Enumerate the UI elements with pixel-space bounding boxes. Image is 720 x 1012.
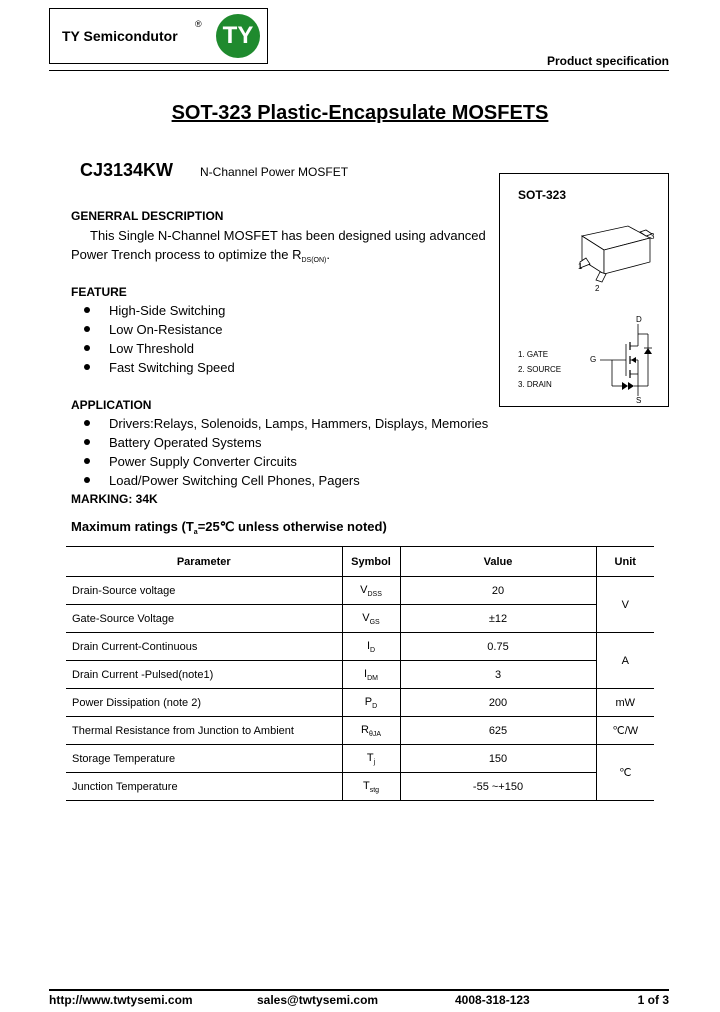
- value-cell: ±12: [400, 605, 596, 633]
- feature-heading: FEATURE: [71, 285, 127, 299]
- symbol-cell: $I_D$: [342, 633, 400, 661]
- pin2-label: 2: [595, 284, 600, 293]
- company-name: TY Semicondutor: [62, 28, 178, 44]
- unit-cell: ℃/W: [596, 717, 654, 745]
- column-header: Value: [400, 547, 596, 577]
- bullet-icon: [84, 458, 90, 464]
- feature-item: Low Threshold: [109, 341, 195, 356]
- package-diagram-box: [499, 173, 669, 407]
- page-number: 1 of 3: [637, 993, 669, 1007]
- table-row: [66, 633, 654, 661]
- unit-cell: mW: [596, 689, 654, 717]
- source-terminal-label: S: [636, 396, 642, 405]
- drain-terminal-label: D: [636, 315, 642, 324]
- general-description-heading: GENERRAL DESCRIPTION: [71, 209, 224, 223]
- parameter-cell: Power Dissipation (note 2): [66, 689, 342, 717]
- footer-website-link[interactable]: http://www.twtysemi.com: [49, 993, 193, 1007]
- table-header-row: [66, 547, 654, 577]
- parameter-cell: Drain Current-Continuous: [66, 633, 342, 661]
- symbol-cell: $T_j$: [342, 745, 400, 773]
- document-title: SOT-323 Plastic-Encapsulate MOSFETS: [171, 102, 549, 124]
- value-cell: 150: [400, 745, 596, 773]
- company-logo: [49, 8, 268, 64]
- parameter-cell: Gate-Source Voltage: [66, 605, 342, 633]
- parameter-cell: Storage Temperature: [66, 745, 342, 773]
- table-row: [66, 773, 654, 801]
- value-cell: 625: [400, 717, 596, 745]
- product-specification-label: Product specification: [546, 54, 669, 68]
- bullet-icon: [84, 439, 90, 445]
- bullet-icon: [84, 326, 90, 332]
- application-heading: APPLICATION: [71, 398, 152, 412]
- table-row: [66, 689, 654, 717]
- application-item: Power Supply Converter Circuits: [109, 454, 297, 469]
- value-cell: -55 ~+150: [400, 773, 596, 801]
- symbol-cell: $R_{\theta JA}$: [342, 717, 400, 745]
- symbol-cell: $T_{stg}$: [342, 773, 400, 801]
- column-header: Parameter: [66, 547, 342, 577]
- application-item: Load/Power Switching Cell Phones, Pagers: [109, 473, 360, 488]
- table-row: [66, 605, 654, 633]
- pin-legend-drain: 3. DRAIN: [518, 380, 552, 389]
- application-item: Battery Operated Systems: [109, 435, 262, 450]
- table-row: [66, 745, 654, 773]
- header-rule: [49, 70, 669, 71]
- package-title: SOT-323: [518, 188, 567, 202]
- value-cell: 20: [400, 577, 596, 605]
- bullet-icon: [84, 307, 90, 313]
- table-row: [66, 717, 654, 745]
- part-number: CJ3134KW: [80, 160, 174, 180]
- parameter-cell: Drain-Source voltage: [66, 577, 342, 605]
- value-cell: 3: [400, 661, 596, 689]
- symbol-cell: $P_D$: [342, 689, 400, 717]
- general-description-line2: Power Trench process to optimize the $R_{DS(ON)}$.: [71, 247, 331, 264]
- maximum-ratings-table: [66, 546, 654, 801]
- gate-terminal-label: G: [590, 355, 597, 364]
- bullet-icon: [84, 477, 90, 483]
- column-header: Symbol: [342, 547, 400, 577]
- parameter-cell: Drain Current -Pulsed(note1): [66, 661, 342, 689]
- registered-mark: ®: [195, 19, 202, 29]
- bullet-icon: [84, 364, 90, 370]
- part-description: N-Channel Power MOSFET: [200, 165, 349, 179]
- value-cell: 200: [400, 689, 596, 717]
- parameter-cell: Thermal Resistance from Junction to Ambient: [66, 717, 342, 745]
- pin3-label: 3: [650, 232, 655, 241]
- marking: MARKING: 34K: [71, 492, 158, 506]
- pin-legend-source: 2. SOURCE: [518, 365, 562, 374]
- feature-item: Fast Switching Speed: [109, 360, 235, 375]
- feature-item: High-Side Switching: [109, 303, 226, 318]
- column-header: Unit: [596, 547, 654, 577]
- bullet-icon: [84, 345, 90, 351]
- symbol-cell: $I_{DM}$: [342, 661, 400, 689]
- general-description-line1: This Single N-Channel MOSFET has been designed using advanced: [90, 228, 486, 243]
- feature-item: Low On-Resistance: [109, 322, 223, 337]
- pin-legend-gate: 1. GATE: [518, 350, 549, 359]
- symbol-cell: $V_{DSS}$: [342, 577, 400, 605]
- table-row: [66, 661, 654, 689]
- table-row: [66, 577, 654, 605]
- maximum-ratings-heading: Maximum ratings ($T_a=25℃$ unless otherwise noted): [71, 519, 387, 536]
- value-cell: 0.75: [400, 633, 596, 661]
- bullet-icon: [84, 420, 90, 426]
- ty-logo-badge: TY: [216, 14, 260, 58]
- parameter-cell: Junction Temperature: [66, 773, 342, 801]
- footer-email-link[interactable]: sales@twtysemi.com: [257, 993, 379, 1007]
- unit-cell: A: [596, 633, 654, 689]
- unit-cell: V: [596, 577, 654, 633]
- symbol-cell: $V_{GS}$: [342, 605, 400, 633]
- footer-phone: 4008-318-123: [455, 993, 530, 1007]
- application-item: Drivers:Relays, Solenoids, Lamps, Hammers, Displays, Memories: [109, 416, 489, 431]
- unit-cell: ℃: [596, 745, 654, 801]
- footer-rule: [49, 989, 669, 991]
- pin1-label: 1: [578, 262, 583, 271]
